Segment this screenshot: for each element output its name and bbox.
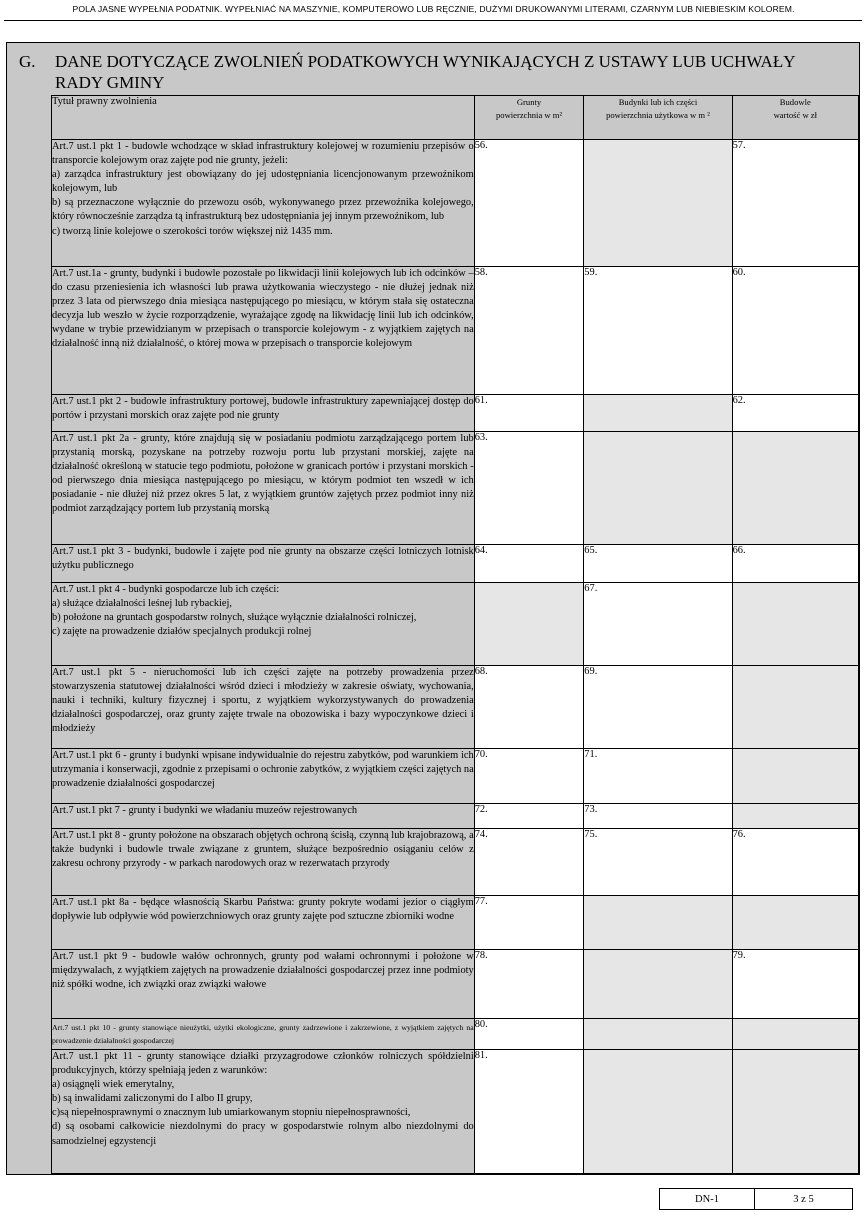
description-line: Art.7 ust.1 pkt 9 - budowle wałów ochronnych, grunty pod wałami ochronnymi i położone w międzywalach, z wyjątkiem zajętych na prowadzenie działalności gospodarczej przez inne podmioty niż spółki wodne, ich związki oraz związki wałowe xyxy=(52,951,474,991)
land-area-field[interactable] xyxy=(474,267,584,395)
exemption-description xyxy=(52,583,475,666)
table-row xyxy=(52,896,859,950)
disabled-cell xyxy=(732,666,858,749)
field-number: 63. xyxy=(474,432,488,443)
disabled-cell xyxy=(732,749,858,804)
land-area-field[interactable] xyxy=(474,829,584,896)
disabled-cell xyxy=(732,1050,858,1174)
description-line: Art.7 ust.1 pkt 3 - budynki, budowle i zajęte pod nie grunty na obszarze części lotniczych lotnisk użytku publicznego xyxy=(52,546,474,572)
field-number: 74. xyxy=(474,829,488,840)
description-line: c)są niepełnosprawnymi o znacznym lub umiarkowanym stopniu niepełnosprawności, xyxy=(52,1107,411,1119)
table-row xyxy=(52,950,859,1019)
table-row xyxy=(52,1050,859,1174)
field-number: 73. xyxy=(584,804,598,815)
field-number: 56. xyxy=(474,140,488,151)
description-line: b) są przeznaczone wyłącznie do przewozu osób, wykonywanego przez przewoźnika kolejowego, który równocześnie zarządza tą infrastrukturą bez udostępniania jej innym przewoźnikom, lub xyxy=(52,197,474,223)
header-buildings xyxy=(584,96,732,140)
header-structures-unit: wartość w zł xyxy=(773,110,818,120)
description-line: a) osiągnęli wiek emerytalny, xyxy=(52,1079,175,1091)
exemption-description xyxy=(52,1019,475,1050)
land-area-field[interactable] xyxy=(474,545,584,583)
header-land-title: Grunty xyxy=(516,97,542,107)
exemption-description xyxy=(52,804,475,829)
field-number: 65. xyxy=(584,545,598,556)
exemption-description xyxy=(52,140,475,267)
table-row xyxy=(52,267,859,395)
table-row xyxy=(52,829,859,896)
disabled-cell xyxy=(584,950,732,1019)
exemption-description xyxy=(52,950,475,1019)
top-instruction: POLA JASNE WYPEŁNIA PODATNIK. WYPEŁNIAĆ NA MASZYNIE, KOMPUTEROWO LUB RĘCZNIE, DUŻYMI DRUKOWANYMI LITERAMI, CZARNYM LUB NIEBIESKIM KOLOREM. xyxy=(72,4,795,14)
description-line: Art.7 ust.1 pkt 4 - budynki gospodarcze lub ich części: xyxy=(52,584,280,595)
exemption-description xyxy=(52,749,475,804)
description-line: Art.7 ust.1 pkt 11 - grunty stanowiące działki przyzagrodowe członków rolniczych spółdzielni produkcyjnych, którzy spełniają jeden z warunków: xyxy=(52,1051,474,1077)
disabled-cell xyxy=(584,140,732,267)
exemption-description xyxy=(52,829,475,896)
header-land xyxy=(474,96,584,140)
field-number: 80. xyxy=(474,1019,488,1030)
disabled-cell xyxy=(584,1019,732,1050)
section-g xyxy=(6,42,860,1175)
table-row xyxy=(52,140,859,267)
land-area-field[interactable] xyxy=(474,432,584,545)
structure-value-field[interactable] xyxy=(732,395,858,432)
building-area-field[interactable] xyxy=(584,829,732,896)
field-number: 59. xyxy=(584,267,598,278)
building-area-field[interactable] xyxy=(584,583,732,666)
table-row xyxy=(52,583,859,666)
table-row xyxy=(52,666,859,749)
header-land-unit: powierzchnia w m² xyxy=(495,110,563,120)
table-row xyxy=(52,1019,859,1050)
description-line: c) zajęte na prowadzenie działów specjalnych produkcji rolnej xyxy=(52,626,312,638)
form-footer xyxy=(659,1188,853,1210)
field-number: 58. xyxy=(474,267,488,278)
field-number: 72. xyxy=(474,804,488,815)
land-area-field[interactable] xyxy=(474,395,584,432)
exemptions-table xyxy=(51,95,859,1174)
exemption-description xyxy=(52,267,475,395)
field-number: 68. xyxy=(474,666,488,677)
exemption-description xyxy=(52,1050,475,1174)
land-area-field[interactable] xyxy=(474,666,584,749)
land-area-field[interactable] xyxy=(474,1019,584,1050)
table-row xyxy=(52,749,859,804)
description-line: Art.7 ust.1 pkt 8 - grunty położone na obszarach objętych ochroną ścisłą, czynną lub krajobrazową, a także budynki i budowle trwale związane z gruntem, służące bezpośrednio osiąganiu celów z zakresu ochrony przyrody - w parkach narodowych oraz w rezerwatach przyrody xyxy=(52,830,474,870)
description-line: Art.7 ust.1 pkt 1 - budowle wchodzące w skład infrastruktury kolejowej w rozumieniu przepisów o transporcie kolejowym oraz zajęte pod nie grunty, jeżeli: xyxy=(52,141,474,167)
table-header-row xyxy=(52,96,859,140)
field-number: 75. xyxy=(584,829,598,840)
disabled-cell xyxy=(732,896,858,950)
top-divider xyxy=(4,20,862,21)
land-area-field[interactable] xyxy=(474,896,584,950)
disabled-cell xyxy=(584,896,732,950)
description-line: Art.7 ust.1 pkt 10 - grunty stanowiące nieużytki, użytki ekologiczne, grunty zadrzewione i zakrzewione, z wyjątkiem zajętych na prowadzenie działalności gospodarczej xyxy=(52,1023,474,1045)
exemption-description xyxy=(52,896,475,950)
building-area-field[interactable] xyxy=(584,749,732,804)
field-number: 78. xyxy=(474,950,488,961)
structure-value-field[interactable] xyxy=(732,950,858,1019)
land-area-field[interactable] xyxy=(474,140,584,267)
disabled-cell xyxy=(584,432,732,545)
section-title: DANE DOTYCZĄCE ZWOLNIEŃ PODATKOWYCH WYNIKAJĄCYCH Z USTAWY LUB UCHWAŁY RADY GMINY xyxy=(55,52,795,92)
structure-value-field[interactable] xyxy=(732,140,858,267)
disabled-cell xyxy=(732,583,858,666)
field-number: 57. xyxy=(732,140,746,151)
description-line: b) są inwalidami zaliczonymi do I albo II grupy, xyxy=(52,1093,253,1105)
disabled-cell xyxy=(584,1050,732,1174)
land-area-field[interactable] xyxy=(474,1050,584,1174)
land-area-field[interactable] xyxy=(474,804,584,829)
form-code: DN-1 xyxy=(660,1189,755,1209)
description-line: Art.7 ust.1 pkt 7 - grunty i budynki we władaniu muzeów rejestrowanych xyxy=(52,805,358,816)
field-number: 66. xyxy=(732,545,746,556)
header-structures-title: Budowle xyxy=(779,97,811,107)
field-number: 71. xyxy=(584,749,598,760)
header-legal-title: Tytuł prawny zwolnienia xyxy=(52,96,475,140)
building-area-field[interactable] xyxy=(584,666,732,749)
header-buildings-title: Budynki lub ich części xyxy=(618,97,698,107)
field-number: 77. xyxy=(474,896,488,907)
table-row xyxy=(52,395,859,432)
land-area-field[interactable] xyxy=(474,950,584,1019)
header-buildings-unit: powierzchnia użytkowa w m ² xyxy=(606,110,710,120)
field-number: 81. xyxy=(474,1050,488,1061)
field-number: 76. xyxy=(732,829,746,840)
description-line: Art.7 ust.1a - grunty, budynki i budowle pozostałe po likwidacji linii kolejowych lub ich odcinków – do czasu przeniesienia ich własności lub prawa użytkowania wieczystego - nie dłużej jednak niż przez 3 lata od pierwszego dnia miesiąca następującego po miesiącu, w którym stała się ostateczna decyzja lub weszło w życie rozporządzenie, wyrażające zgodę na likwidację linii lub ich odcinków, wydane w trybie przewidzianym w przepisach o transporcie kolejowym - z wyjątkiem zajętych na działalność inną niż działalność, o której mowa w przepisach o transporcie kolejowym xyxy=(52,268,474,350)
field-number: 62. xyxy=(732,395,746,406)
disabled-cell xyxy=(732,1019,858,1050)
field-number: 67. xyxy=(584,583,598,594)
field-number: 79. xyxy=(732,950,746,961)
structure-value-field[interactable] xyxy=(732,545,858,583)
page-number: 3 z 5 xyxy=(793,1193,814,1205)
exemption-description xyxy=(52,395,475,432)
structure-value-field[interactable] xyxy=(732,829,858,896)
description-line: d) są osobami całkowicie niezdolnymi do pracy w gospodarstwie rolnym albo niezdolnymi do samodzielnej egzystencji xyxy=(52,1121,474,1147)
disabled-cell xyxy=(584,395,732,432)
exemption-description xyxy=(52,545,475,583)
description-line: a) służące działalności leśnej lub rybackiej, xyxy=(52,598,233,610)
disabled-cell xyxy=(732,432,858,545)
table-row xyxy=(52,432,859,545)
description-line: Art.7 ust.1 pkt 2a - grunty, które znajdują się w posiadaniu podmiotu zarządzającego portem lub przystanią morską, pozyskane na potrzeby rozwoju portu lub przystani morskiej, zajęte na działalność określoną w statucie tego podmiotu, położone w granicach portów i przystani morskich - od pierwszego dnia miesiąca następującego po miesiącu, w którym podmiot ten wszedł w ich posiadanie - nie dłużej niż przez okres 5 lat, z wyjątkiem gruntów zajętych przez podmiot inny niż podmiot zarządzający portem lub przystanią morską xyxy=(52,433,474,515)
description-line: Art.7 ust.1 pkt 8a - będące własnością Skarbu Państwa: grunty pokryte wodami jezior o ciągłym dopływie lub odpływie wód powierzchniowych oraz grunty zajęte pod sztuczne zbiorniki wodne xyxy=(52,897,474,923)
field-number: 69. xyxy=(584,666,598,677)
description-line: a) zarządca infrastruktury jest obowiązany do jej udostępniania licencjonowanym przewoźnikom kolejowym, lub xyxy=(52,169,474,195)
building-area-field[interactable] xyxy=(584,804,732,829)
table-row xyxy=(52,545,859,583)
description-line: Art.7 ust.1 pkt 6 - grunty i budynki wpisane indywidualnie do rejestru zabytków, pod warunkiem ich utrzymania i konserwacji, zgodnie z przepisami o ochronie zabytków, z wyjątkiem części zajętych na prowadzenie działalności gospodarczej xyxy=(52,750,474,790)
field-number: 61. xyxy=(474,395,488,406)
field-number: 70. xyxy=(474,749,488,760)
description-line: c) tworzą linie kolejowe o szerokości torów większej niż 1435 mm. xyxy=(52,225,333,237)
description-line: Art.7 ust.1 pkt 2 - budowle infrastruktury portowej, budowle infrastruktury zapewniającej dostęp do portów i przystani morskich oraz zajęte pod nie grunty xyxy=(52,396,474,422)
section-letter: G. xyxy=(19,52,36,71)
exemption-description xyxy=(52,432,475,545)
exemption-description xyxy=(52,666,475,749)
disabled-cell xyxy=(732,804,858,829)
structure-value-field[interactable] xyxy=(732,267,858,395)
field-number: 60. xyxy=(732,267,746,278)
table-row xyxy=(52,804,859,829)
field-number: 64. xyxy=(474,545,488,556)
disabled-cell xyxy=(474,583,584,666)
header-structures xyxy=(732,96,858,140)
description-line: b) położone na gruntach gospodarstw rolnych, służące wyłącznie działalności rolniczej, xyxy=(52,612,417,624)
building-area-field[interactable] xyxy=(584,545,732,583)
building-area-field[interactable] xyxy=(584,267,732,395)
land-area-field[interactable] xyxy=(474,749,584,804)
description-line: Art.7 ust.1 pkt 5 - nieruchomości lub ich części zajęte na potrzeby prowadzenia przez stowarzyszenia statutowej działalności wśród dzieci i młodzieży w zakresie oświaty, wychowania, nauki i techniki, kultury fizycznej i sportu, z wyjątkiem wykorzystywanych do prowadzenia działalności gospodarczej, oraz grunty zajęte trwale na obozowiska i bazy wypoczynkowe dzieci i młodzieży xyxy=(52,667,474,735)
